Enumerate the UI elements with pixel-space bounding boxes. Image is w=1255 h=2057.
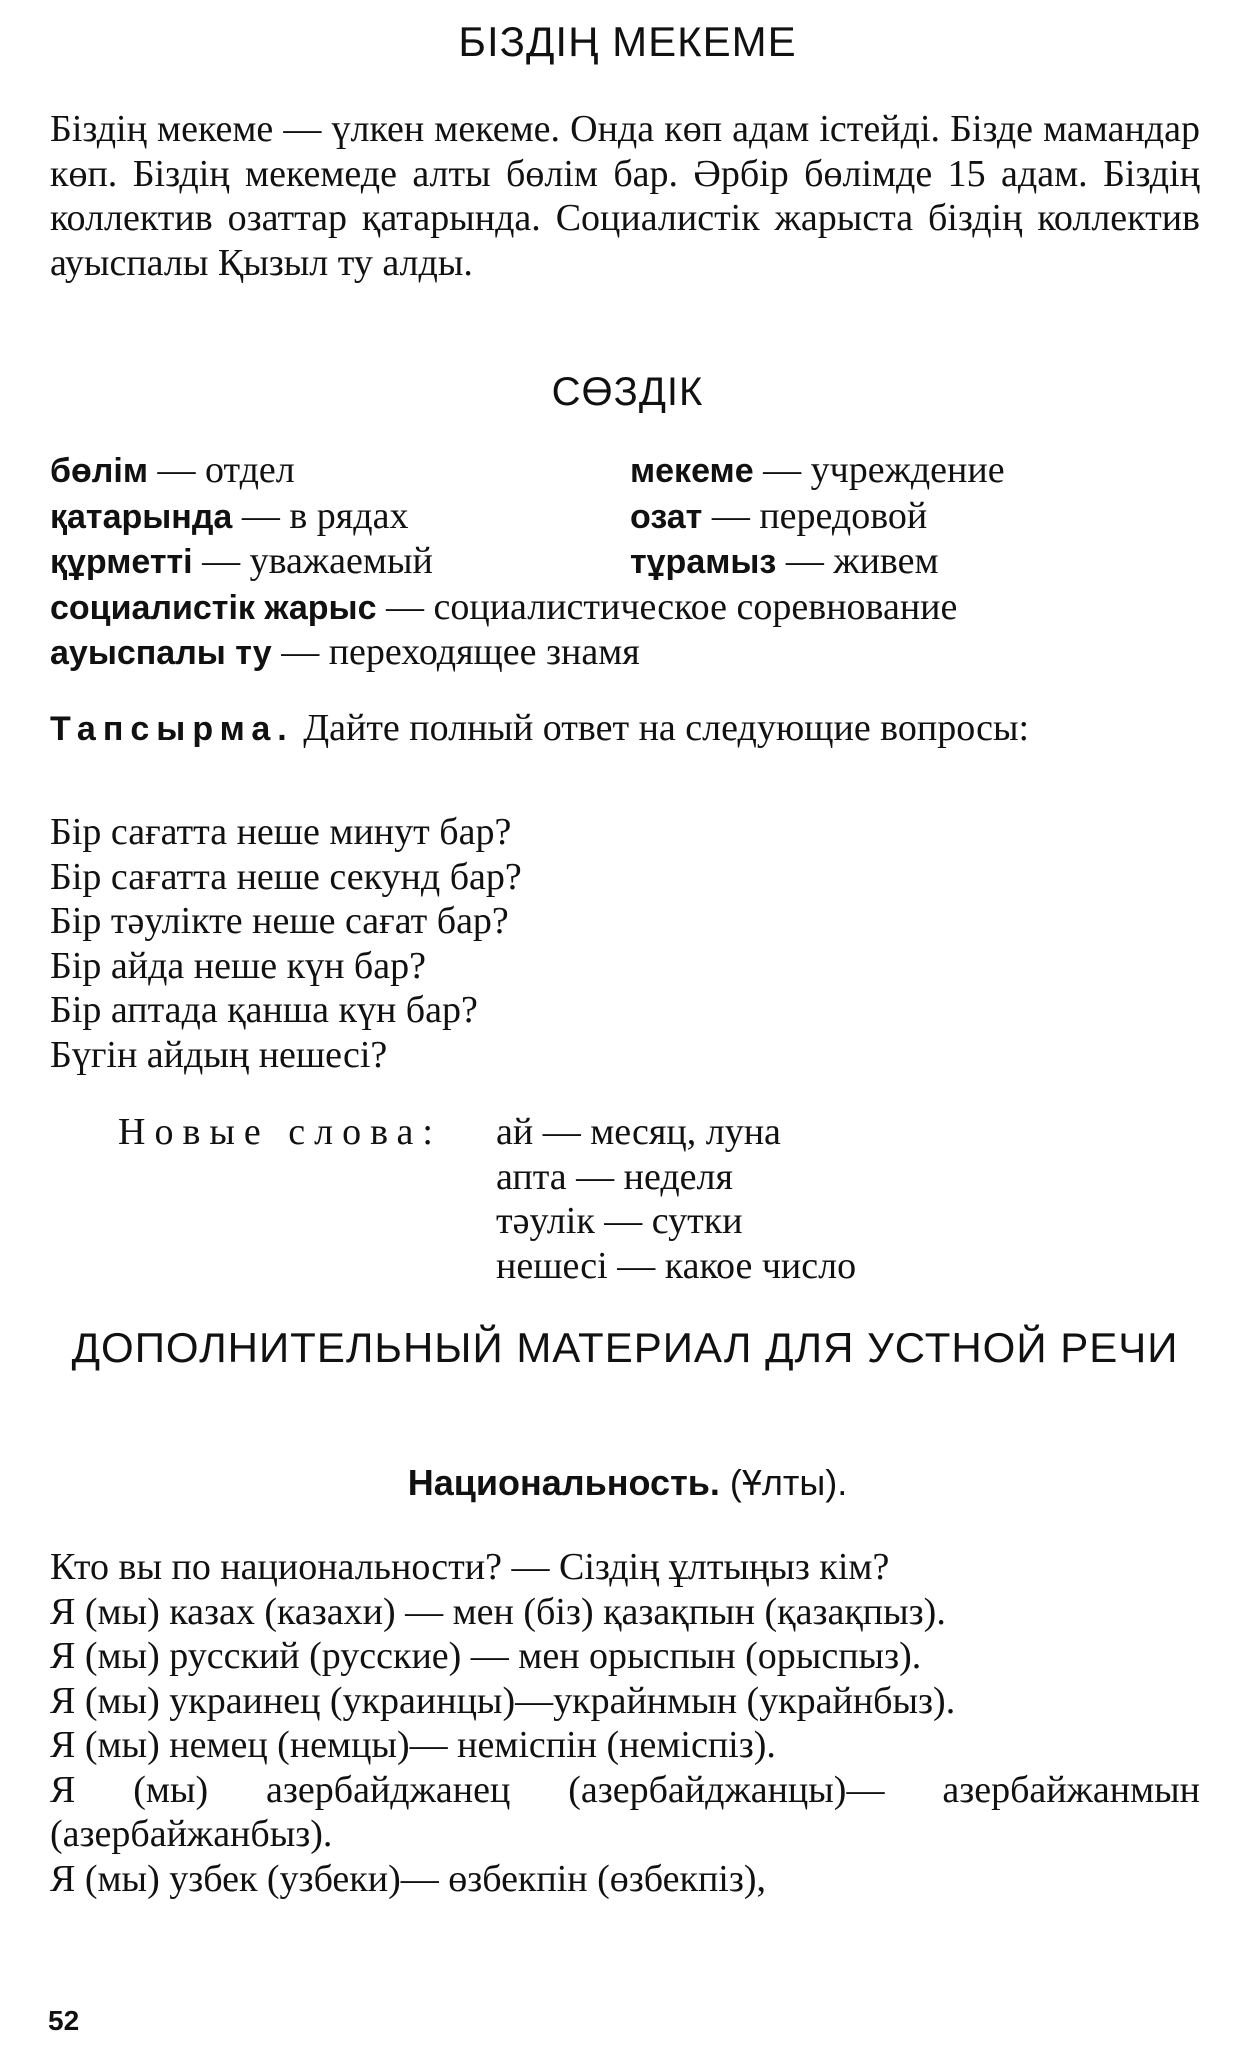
phrase-item: Я (мы) украинец (украинцы)—украйнмын (украйнбыз). bbox=[50, 1679, 956, 1722]
vocab-term: қатарында bbox=[50, 497, 233, 536]
vocab-entry bbox=[630, 539, 1210, 585]
page-title: БІЗДІҢ МЕКЕМЕ bbox=[458, 18, 797, 65]
new-word-item: тәулік — сутки bbox=[496, 1200, 743, 1242]
phrase-item: Я (мы) немец (немцы)— неміспін (неміспіз). bbox=[50, 1724, 776, 1766]
question-item: Бір сағатта неше секунд бар? bbox=[50, 855, 522, 898]
vocab-term: құрметті bbox=[50, 543, 193, 581]
phrase-item: Я (мы) азербайджанец (азербайджанцы)— азербайжанмын (азербайжанбыз). bbox=[50, 1768, 1200, 1855]
new-words-row bbox=[118, 1199, 856, 1244]
new-word-item: ай — месяц, луна bbox=[496, 1111, 781, 1153]
vocab-term: социалистік жарыс bbox=[50, 588, 377, 627]
new-word-item: нешесі — какое число bbox=[496, 1244, 857, 1287]
vocab-translation: — передовой bbox=[711, 494, 928, 537]
task-paragraph bbox=[50, 706, 1200, 752]
vocab-term: бөлім bbox=[50, 452, 148, 490]
vocab-entry bbox=[50, 539, 630, 585]
phrase-item: Я (мы) узбек (узбеки)— өзбекпін (өзбекпіз), bbox=[50, 1857, 767, 1900]
subsection-heading-rest: (Ұлты). bbox=[729, 1462, 848, 1503]
new-words-row bbox=[118, 1110, 856, 1155]
vocab-translation: — социалистическое соревнование bbox=[386, 585, 958, 628]
vocabulary-heading: СӨЗДІК bbox=[551, 370, 704, 414]
new-words-label: Новые слова: bbox=[118, 1111, 442, 1153]
question-item: Бір сағатта неше минут бар? bbox=[50, 811, 512, 853]
vocab-translation: — переходящее знамя bbox=[281, 631, 640, 673]
vocab-entry bbox=[50, 585, 1210, 631]
vocab-translation: — отдел bbox=[157, 449, 295, 491]
vocab-translation: — уважаемый bbox=[202, 540, 433, 582]
phrase-item: Я (мы) казах (казахи) — мен (біз) қазақпын (қазақпыз). bbox=[50, 1590, 946, 1633]
task-text: Дайте полный ответ на следующие вопросы: bbox=[303, 707, 1030, 749]
question-item: Бір аптада қанша күн бар? bbox=[50, 989, 478, 1031]
question-item: Бір айда неше күн бар? bbox=[50, 944, 426, 987]
new-words-row bbox=[118, 1244, 856, 1289]
vocab-entry bbox=[630, 448, 1210, 494]
question-item: Бүгін айдың нешесі? bbox=[50, 1033, 388, 1076]
phrase-list bbox=[50, 1545, 1200, 1901]
vocab-term: тұрамыз bbox=[630, 543, 777, 581]
intro-paragraph: Біздің мекеме — үлкен мекеме. Онда көп адам істейді. Бізде мамандар көп. Біздің мекемеде алты бөлім бар. Әрбір бөлімде 15 адам. Біздің коллектив озаттар қатарында. Социалистік жарыста біздің коллектив ауыспалы Қызыл ту алды. bbox=[50, 108, 1200, 284]
vocab-entry bbox=[50, 630, 1210, 676]
vocab-translation: — учреждение bbox=[763, 449, 1005, 491]
new-words-block bbox=[118, 1110, 856, 1288]
vocab-translation: — в рядах bbox=[241, 494, 409, 537]
subsection-heading bbox=[0, 1462, 1255, 1504]
phrase-item: Кто вы по национальности? — Сіздің ұлтыңыз кім? bbox=[50, 1546, 890, 1588]
vocab-term: мекеме bbox=[630, 452, 754, 490]
vocab-term: озат bbox=[630, 497, 703, 536]
vocab-term: ауыспалы ту bbox=[50, 634, 272, 672]
subsection-heading-bold: Национальность. bbox=[407, 1462, 720, 1503]
task-label: Тапсырма. bbox=[50, 710, 294, 748]
question-item: Бір тәулікте неше сағат бар? bbox=[50, 900, 509, 942]
vocabulary-list bbox=[50, 448, 1210, 676]
vocab-translation: — живем bbox=[785, 540, 939, 582]
new-word-item: апта — неделя bbox=[496, 1155, 733, 1198]
vocab-entry bbox=[50, 494, 630, 540]
vocab-entry bbox=[630, 494, 1210, 540]
new-words-row bbox=[118, 1155, 856, 1200]
section-heading: ДОПОЛНИТЕЛЬНЫЙ МАТЕРИАЛ ДЛЯ УСТНОЙ РЕЧИ bbox=[71, 1324, 1179, 1371]
page-number: 52 bbox=[48, 2005, 80, 2036]
question-list bbox=[50, 810, 1200, 1077]
vocab-entry bbox=[50, 448, 630, 494]
phrase-item: Я (мы) русский (русские) — мен орыспын (орыспыз). bbox=[50, 1635, 922, 1677]
vocabulary-grid bbox=[50, 448, 1210, 585]
